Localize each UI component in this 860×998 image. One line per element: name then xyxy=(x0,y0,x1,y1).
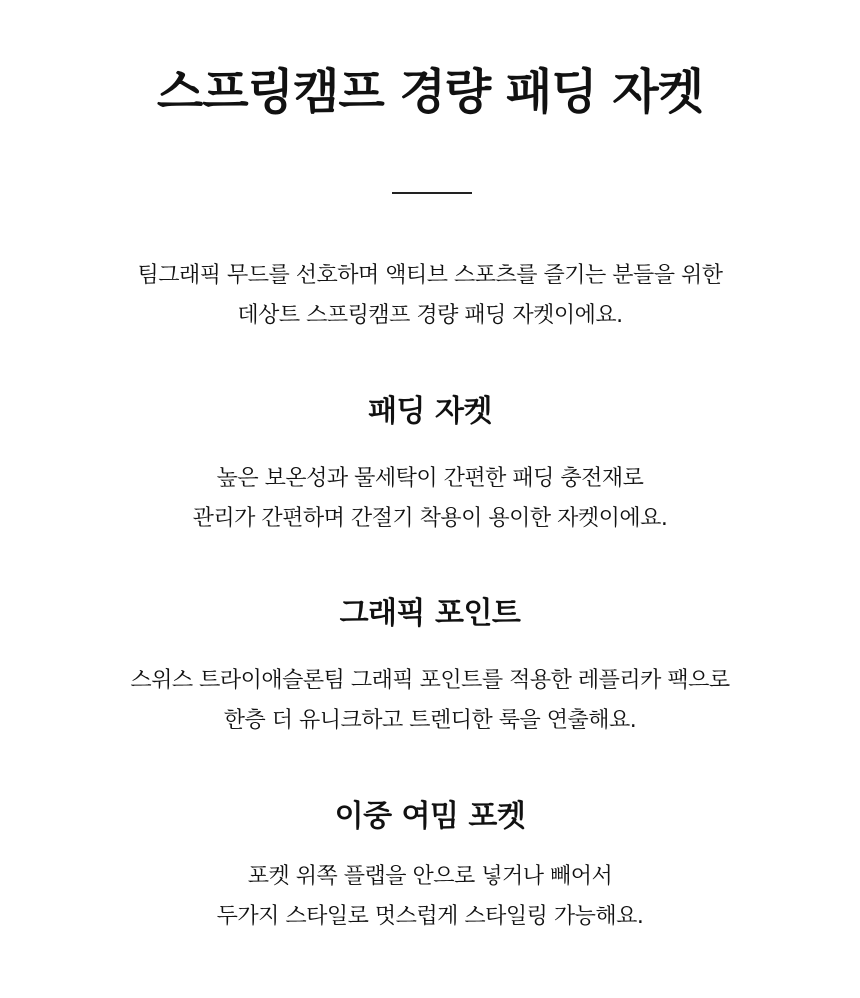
section-heading-padding-jacket: 패딩 자켓 xyxy=(368,394,492,429)
section-line: 스위스 트라이애슬론팀 그래픽 포인트를 적용한 레플리카 팩으로 xyxy=(130,668,730,693)
intro-line: 팀그래픽 무드를 선호하며 액티브 스포츠를 즐기는 분들을 위한 xyxy=(137,263,723,288)
intro-line: 데상트 스프링캠프 경량 패딩 자켓이에요. xyxy=(237,303,623,328)
page-title: 스프링캠프 경량 패딩 자켓 xyxy=(156,64,704,120)
intro-paragraph xyxy=(0,256,860,336)
section-line: 한층 더 유니크하고 트렌디한 룩을 연출해요. xyxy=(223,708,637,733)
section-line: 포켓 위쪽 플랩을 안으로 넣거나 빼어서 xyxy=(247,864,613,889)
section-body-double-closure-pocket xyxy=(0,857,860,937)
section-line: 높은 보온성과 물세탁이 간편한 패딩 충전재로 xyxy=(216,466,644,491)
section-heading-double-closure-pocket: 이중 여밈 포켓 xyxy=(334,799,526,834)
section-heading-graphic-point: 그래픽 포인트 xyxy=(339,596,521,631)
section-line: 두가지 스타일로 멋스럽게 스타일링 가능해요. xyxy=(216,904,644,929)
section-body-padding-jacket xyxy=(0,459,860,539)
section-line: 관리가 간편하며 간절기 착용이 용이한 자켓이에요. xyxy=(192,506,668,531)
section-body-graphic-point xyxy=(0,661,860,741)
title-divider xyxy=(392,192,472,194)
